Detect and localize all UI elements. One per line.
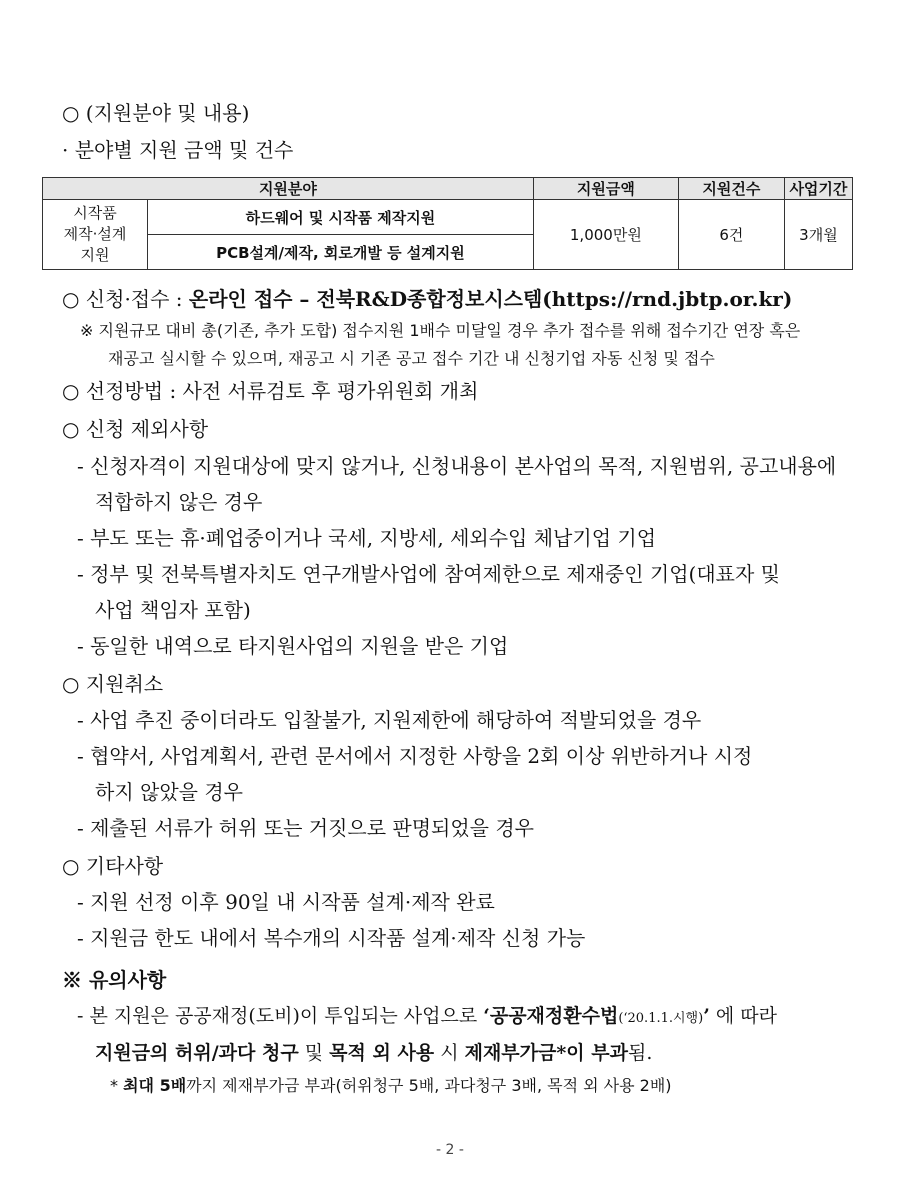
caution-date: (‘20.1.1.시행) [618, 1011, 704, 1026]
category-line: 지원 [80, 246, 110, 264]
caution-line [95, 1040, 652, 1066]
item-cell: 하드웨어 및 시작품 제작지원 [148, 200, 534, 235]
list-item: - 협약서, 사업계획서, 관련 문서에서 지정한 사항을 2회 이상 위반하거나 시정 [77, 744, 753, 768]
selection-line: ○ 선정방법 : 사전 서류검토 후 평가위원회 개최 [62, 379, 479, 403]
support-table [42, 177, 853, 270]
category-line: 제작·설계 [63, 225, 127, 243]
list-item: - 지원금 한도 내에서 복수개의 시작품 설계·제작 신청 가능 [77, 926, 586, 950]
note-line: 재공고 실시할 수 있으며, 재공고 시 기존 공고 접수 기간 내 신청기업 자동 신청 및 접수 [108, 349, 715, 368]
caution-title: ※ 유의사항 [62, 968, 167, 992]
footnote-mark: * [110, 1076, 124, 1095]
list-item-continued: 적합하지 않은 경우 [95, 490, 263, 514]
list-item: - 지원 선정 이후 90일 내 시작품 설계·제작 완료 [77, 890, 495, 914]
table-row [43, 200, 853, 235]
caution-text: 에 따라 [709, 1005, 777, 1027]
table-header-row [43, 178, 853, 200]
list-item: - 정부 및 전북특별자치도 연구개발사업에 참여제한으로 제재중인 기업(대표자 및 [77, 562, 780, 586]
cancel-title: ○ 지원취소 [62, 672, 164, 696]
list-item: - 신청자격이 지원대상에 맞지 않거나, 신청내용이 본사업의 목적, 지원범위, 공고내용에 [77, 454, 837, 478]
list-item-continued: 하지 않았을 경우 [95, 780, 243, 804]
note-line: ※ 지원규모 대비 총(기존, 추가 도합) 접수지원 1배수 미달일 경우 추가 접수를 위해 접수기간 연장 혹은 [80, 321, 801, 340]
caution-law: ‘공공재정환수법 [483, 1005, 619, 1027]
count-cell: 6건 [678, 200, 784, 270]
caution-footnote [110, 1075, 672, 1097]
etc-title: ○ 기타사항 [62, 854, 164, 878]
caution-text: - 본 지원은 공공재정(도비)이 투입되는 사업으로 [77, 1005, 484, 1027]
list-item: - 부도 또는 휴·폐업중이거나 국세, 지방세, 세외수입 체납기업 기업 [77, 526, 657, 550]
category-cell [43, 200, 148, 270]
caution-quote: ’ [703, 1005, 710, 1027]
apply-label: ○ 신청·접수 : [62, 287, 189, 311]
caution-emph: 지원금의 허위/과다 청구 [95, 1042, 299, 1064]
item-cell: PCB설계/제작, 회로개발 등 설계지원 [148, 235, 534, 270]
footnote-emph: 최대 5배 [123, 1076, 187, 1095]
apply-value: 온라인 접수 – 전북R&D종합정보시스템(https://rnd.jbtp.or.kr) [188, 287, 793, 311]
exclusion-title: ○ 신청 제외사항 [62, 417, 209, 441]
table-header: 사업기간 [784, 178, 852, 200]
amount-cell: 1,000만원 [533, 200, 678, 270]
list-item: - 사업 추진 중이더라도 입찰불가, 지원제한에 해당하여 적발되었을 경우 [77, 708, 702, 732]
caution-text: 됨. [627, 1042, 653, 1064]
list-item-continued: 사업 책임자 포함) [95, 598, 251, 622]
table-header: 지원금액 [533, 178, 678, 200]
caution-text: 및 [298, 1042, 330, 1064]
caution-line [77, 1003, 777, 1032]
caution-emph: 제재부가금*이 부과 [464, 1042, 628, 1064]
page-number: - 2 - [436, 1142, 464, 1158]
list-item: - 동일한 내역으로 타지원사업의 지원을 받은 기업 [77, 634, 509, 658]
list-item: - 제출된 서류가 허위 또는 거짓으로 판명되었을 경우 [77, 816, 534, 840]
category-line: 시작품 [73, 204, 117, 222]
apply-line [62, 286, 792, 312]
table-header: 지원분야 [43, 178, 534, 200]
caution-text: 시 [434, 1042, 465, 1064]
table-header: 지원건수 [678, 178, 784, 200]
period-cell: 3개월 [784, 200, 852, 270]
footnote-text: 까지 제재부가금 부과(허위청구 5배, 과다청구 3배, 목적 외 사용 2배) [186, 1076, 672, 1095]
caution-emph: 목적 외 사용 [329, 1042, 435, 1064]
section-heading: ○ (지원분야 및 내용) [62, 101, 250, 125]
subsection-heading: · 분야별 지원 금액 및 건수 [62, 138, 294, 162]
